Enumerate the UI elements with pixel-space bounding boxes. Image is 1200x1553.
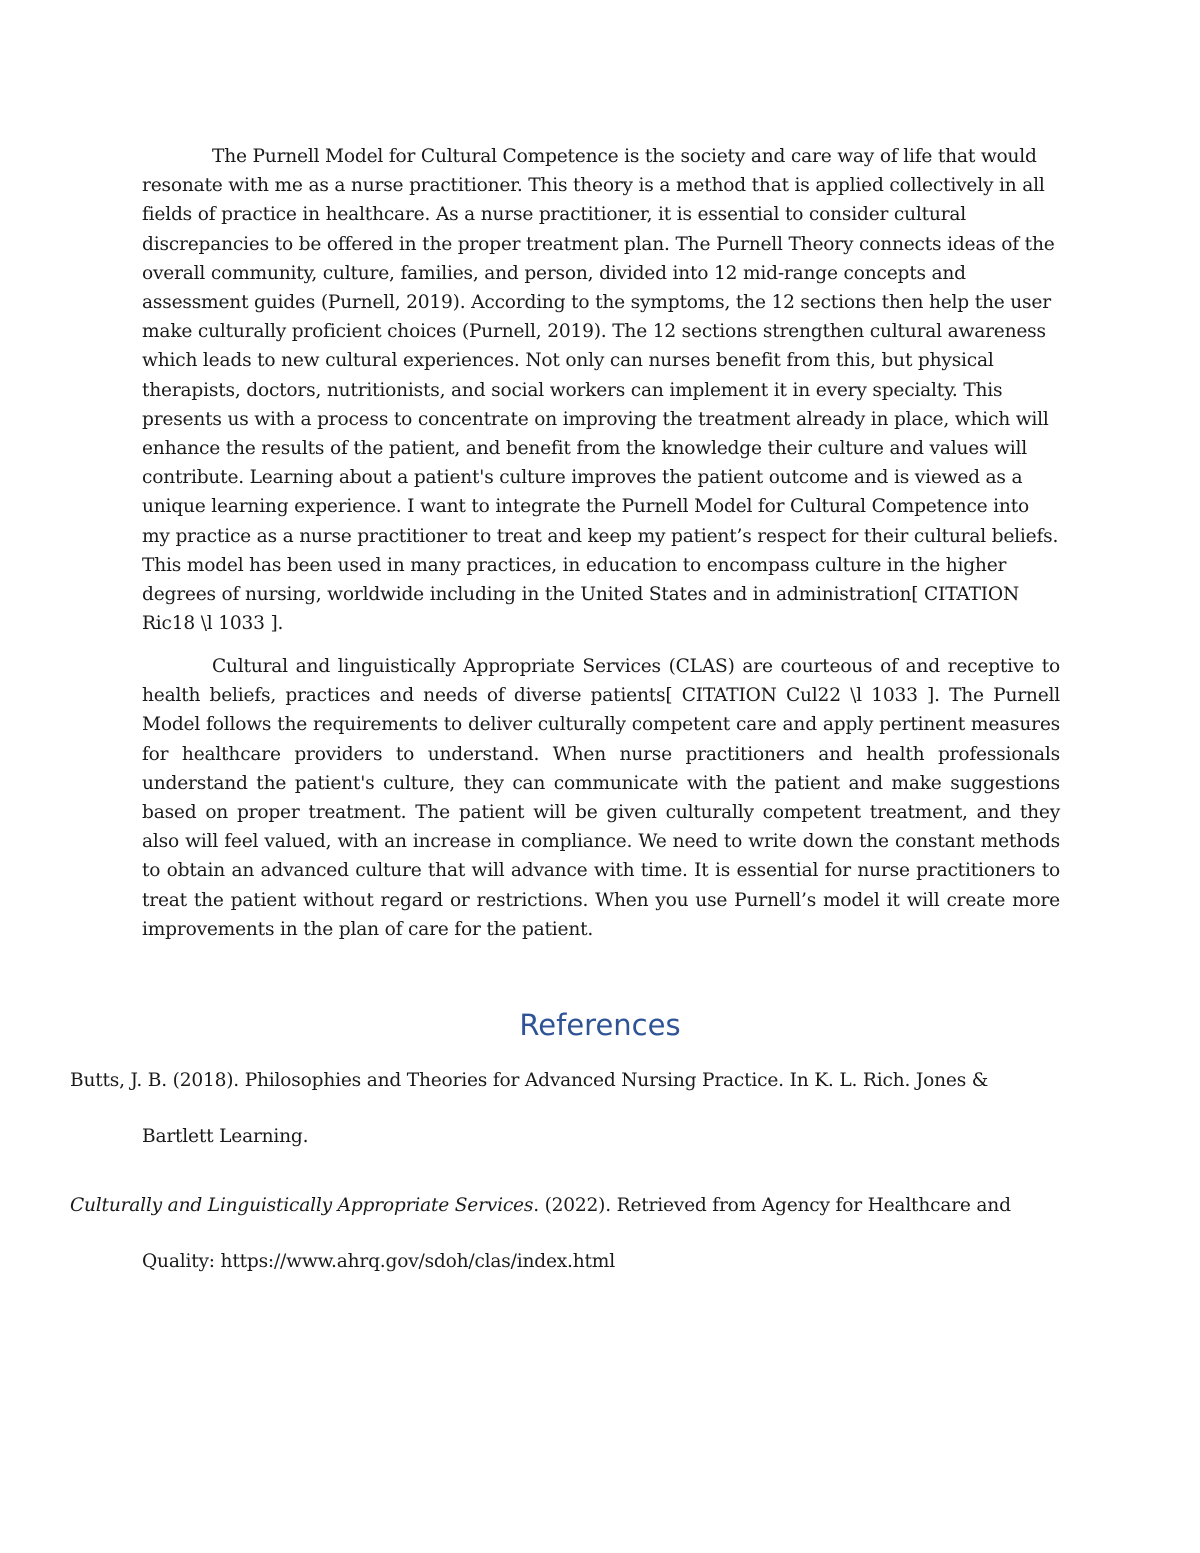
reference-1-continuation: Bartlett Learning. xyxy=(142,1126,309,1147)
body-paragraph-1 xyxy=(142,142,1060,638)
reference-entry-clas xyxy=(70,1178,1060,1290)
reference-entry-butts xyxy=(70,1053,1060,1165)
reference-2-continuation: Quality: https://www.ahrq.gov/sdoh/clas/index.html xyxy=(142,1251,615,1272)
reference-1-first-line: Butts, J. B. (2018). Philosophies and Theories for Advanced Nursing Practice. In K. L. Rich. Jones & xyxy=(70,1070,989,1091)
reference-2-title: Culturally and Linguistically Appropriate Services xyxy=(70,1195,534,1216)
references-heading: References xyxy=(519,1008,681,1042)
body-paragraph-2 xyxy=(142,652,1060,944)
reference-2-first-line xyxy=(70,1178,1060,1234)
reference-2-first-line-rest: . (2022). Retrieved from Agency for Healthcare and xyxy=(533,1195,1011,1216)
paragraph-1-text: The Purnell Model for Cultural Competence is the society and care way of life that would resonate with me as a nurse practitioner. This theory is a method that is applied collectively in all fields of practice in healthcare. As a nurse practitioner, it is essential to consider cultural discrepancies to be offered in the proper treatment plan. The Purnell Theory connects ideas of the overall community, culture, families, and person, divided into 12 mid-range concepts and assessment guides (Purnell, 2019). According to the symptoms, the 12 sections then help the user make culturally proficient choices (Purnell, 2019). The 12 sections strengthen cultural awareness which leads to new cultural experiences. Not only can nurses benefit from this, but physical therapists, doctors, nutritionists, and social workers can implement it in every specialty. This presents us with a process to concentrate on improving the treatment already in place, which will enhance the results of the patient, and benefit from the knowledge their culture and values will contribute. Learning about a patient's culture improves the patient outcome and is viewed as a unique learning experience. I want to integrate the Purnell Model for Cultural Competence into my practice as a nurse practitioner to treat and keep my patient’s respect for their cultural beliefs. This model has been used in many practices, in education to encompass culture in the higher degrees of nursing, worldwide including in the United States and in administration[ CITATION Ric18 \l 1033 ]. xyxy=(142,146,1059,635)
paragraph-2-text: Cultural and linguistically Appropriate Services (CLAS) are courteous of and receptive to health beliefs, practices and needs of diverse patients[ CITATION Cul22 \l 1033 ]. The Purnell Model follows the requirements to deliver culturally competent care and apply pertinent measures for healthcare providers to understand. When nurse practitioners and health professionals understand the patient's culture, they can communicate with the patient and make suggestions based on proper treatment. The patient will be given culturally competent treatment, and they also will feel valued, with an increase in compliance. We need to write down the constant methods to obtain an advanced culture that will advance with time. It is essential for nurse practitioners to treat the patient without regard or restrictions. When you use Purnell’s model it will create more improvements in the plan of care for the patient. xyxy=(142,656,1060,940)
